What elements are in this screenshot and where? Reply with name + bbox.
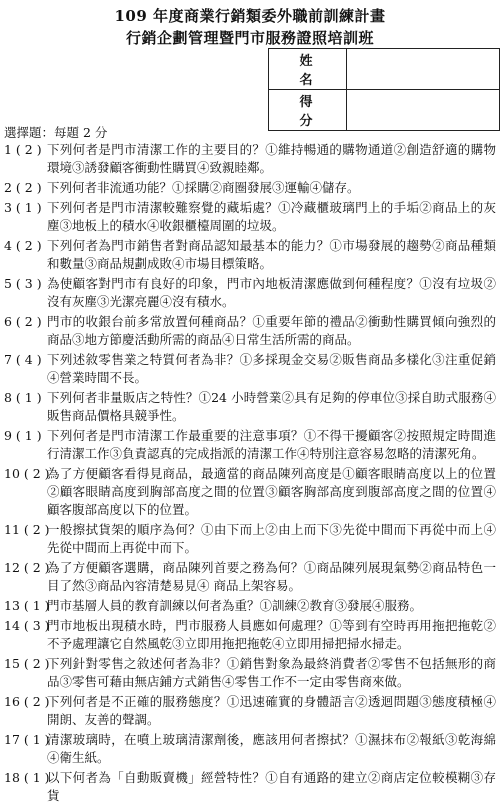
document-title: 109 年度商業行銷類委外職前訓練計畫 — [114, 7, 386, 25]
name-label: 姓 名 — [269, 49, 347, 90]
question-number: 17 — [4, 731, 20, 747]
question-item — [4, 275, 496, 311]
question-item — [4, 655, 496, 691]
question-text: 下列何者是不正確的服務態度？①迅速確實的身體語言②透迴問題③態度積極④開朗、友善的聲調。 — [47, 693, 496, 727]
score-field[interactable] — [347, 90, 500, 131]
document-subtitle: 行銷企劃管理暨門市服務證照培訓班 — [125, 29, 374, 47]
question-answer: 2 — [32, 522, 41, 537]
question-answer: 1 — [24, 427, 33, 443]
question-number: 13 — [4, 598, 20, 613]
question-item — [4, 141, 496, 177]
question-item — [4, 465, 496, 520]
question-item — [4, 313, 496, 349]
question-answer: 1 — [32, 769, 41, 785]
question-number: 7 — [4, 351, 12, 367]
section-heading: 選擇題：每題 2 分 — [4, 125, 108, 140]
question-text: 下列何者是門市清潔工作的主要目的？①維持暢通的購物通道②創造舒適的購物環境③誘發顧客衝動性購買④致親睦鄰。 — [47, 142, 496, 176]
question-answer: 2 — [32, 560, 41, 575]
question-item — [4, 559, 496, 595]
question-item — [4, 597, 496, 615]
question-item — [4, 179, 496, 197]
question-item — [4, 199, 496, 235]
question-number: 4 — [4, 237, 12, 253]
question-number: 6 — [4, 313, 12, 329]
question-number-answer: 11 ( 2 ) — [4, 522, 50, 537]
question-item — [4, 693, 496, 729]
question-number-answer: 6 ( 2 ) — [4, 313, 42, 329]
question-number-answer: 5 ( 3 ) — [4, 275, 42, 291]
question-answer: 1 — [32, 731, 41, 747]
question-answer: 2 — [24, 237, 33, 253]
question-number: 15 — [4, 655, 20, 671]
question-text: 下列述敘零售業之特質何者為非？①多採現金交易②販售商品多樣化③注重促銷④營業時間不長。 — [47, 351, 496, 385]
question-answer: 2 — [32, 465, 41, 481]
question-number-answer: 17 ( 1 ) — [4, 731, 50, 747]
question-number: 10 — [4, 465, 20, 481]
question-number-answer: 12 ( 2 ) — [4, 560, 50, 575]
question-text: 清潔玻璃時，在噴上玻璃清潔劑後，應該用何者擦拭？①濕抹布②報紙③乾海綿④衛生紙。 — [47, 731, 496, 765]
question-text: 為了方便顧客選購，商品陳列首要之務為何？①商品陳列展現氣勢②商品特色一目了然③商品內容清楚易見④ 商品上架容易。 — [47, 560, 496, 594]
question-number-answer: 4 ( 2 ) — [4, 237, 42, 253]
question-text: 以下何者為「自動販賣機」經營特性？①自有通路的建立②商店定位較模糊③存貨 — [47, 769, 496, 803]
question-number: 8 — [4, 389, 12, 405]
question-answer: 2 — [24, 313, 33, 329]
question-number-answer: 7 ( 4 ) — [4, 351, 42, 367]
question-number-answer: 8 ( 1 ) — [4, 389, 42, 405]
question-item — [4, 731, 496, 767]
question-number: 5 — [4, 275, 12, 291]
question-answer: 1 — [24, 199, 33, 215]
question-item — [4, 389, 496, 425]
question-number-answer: 18 ( 1 ) — [4, 769, 50, 785]
question-number-answer: 16 ( 2 ) — [4, 693, 50, 709]
question-text: 一般擦拭貨架的順序為何？①由下而上②由上而下③先從中間而下再從中而上④先從中間而上再從中而下。 — [47, 522, 496, 556]
question-number: 2 — [4, 180, 12, 195]
question-text: 下列何者非流通功能？①採購②商圈發展③運輸④儲存。 — [47, 180, 360, 195]
question-number-answer: 1 ( 2 ) — [4, 142, 42, 157]
question-number-answer: 14 ( 3 ) — [4, 617, 50, 633]
question-text: 下列針對零售之敘述何者為非？①銷售對象為最終消費者②零售不包括無形的商品③零售可藉由無店鋪方式銷售④零售工作不一定由零售商來做。 — [47, 655, 496, 689]
question-number: 18 — [4, 769, 20, 785]
question-number-answer: 3 ( 1 ) — [4, 199, 42, 215]
question-text: 下列何者是門市清潔較難察覺的藏垢處？①冷藏櫃玻璃門上的手垢②商品上的灰塵③地板上的積水④收銀櫃檯周圍的垃圾。 — [47, 199, 496, 233]
question-number: 1 — [4, 142, 12, 157]
question-answer: 2 — [24, 180, 33, 195]
question-text: 門市地板出現積水時，門市服務人員應如何處理？①等到有空時再用拖把拖乾②不予處理讓它自然風乾③立即用拖把拖乾④立即用掃把掃水掃走。 — [47, 617, 496, 651]
question-number-answer: 13 ( 1 ) — [4, 598, 50, 613]
question-answer: 1 — [32, 598, 41, 613]
question-item — [4, 769, 496, 805]
question-item — [4, 521, 496, 557]
question-text: 為使顧客對門市有良好的印象，門市內地板清潔應做到何種程度？①沒有垃圾②沒有灰塵③光潔亮麗④沒有積水。 — [47, 275, 496, 309]
question-text: 門市基層人員的教育訓練以何者為重？①訓練②教育③發展④服務。 — [47, 598, 423, 613]
question-item — [4, 617, 496, 653]
question-list — [4, 141, 496, 807]
name-field[interactable] — [347, 49, 500, 90]
question-answer: 2 — [24, 142, 33, 157]
question-number: 3 — [4, 199, 12, 215]
question-text: 為了方便顧客看得見商品，最適當的商品陳列高度是①顧客眼睛高度以上的位置②顧客眼睛高度到胸部高度之間的位置③顧客胸部高度到腹部高度之間的位置④顧客腹部高度以下的位置。 — [47, 465, 496, 518]
question-number: 16 — [4, 693, 20, 709]
question-number-answer: 15 ( 2 ) — [4, 655, 50, 671]
question-item — [4, 427, 496, 463]
question-number: 9 — [4, 427, 12, 443]
question-answer: 2 — [32, 693, 41, 709]
question-answer: 3 — [32, 617, 41, 633]
score-label: 得 分 — [269, 90, 347, 131]
question-number-answer: 10 ( 2 ) — [4, 465, 50, 481]
question-item — [4, 237, 496, 273]
question-text: 門市的收銀台前多常放置何種商品？①重要年節的禮品②衝動性購買傾向強烈的商品③地方節慶活動所需的商品④日常生活所需的商品。 — [47, 313, 496, 347]
score-box — [268, 48, 500, 131]
question-number: 12 — [4, 560, 20, 575]
question-number: 11 — [4, 522, 20, 537]
question-answer: 2 — [32, 655, 41, 671]
question-text: 下列何者為門市銷售者對商品認知最基本的能力？①市場發展的趨勢②商品種類和數量③商品規劃成敗④市場目標策略。 — [47, 237, 496, 271]
question-answer: 4 — [24, 351, 33, 367]
question-number: 14 — [4, 617, 20, 633]
question-text: 下列何者是門市清潔工作最重要的注意事項？①不得干擾顧客②按照規定時間進行清潔工作③負責認真的完成指派的清潔工作④特別注意容易忽略的清潔死角。 — [47, 427, 496, 461]
question-answer: 1 — [24, 389, 33, 405]
question-text: 下列何者非量販店之特性？①24 小時營業②具有足夠的停車位③採自助式服務④販售商品價格具競爭性。 — [47, 389, 496, 423]
question-number-answer: 9 ( 1 ) — [4, 427, 42, 443]
question-number-answer: 2 ( 2 ) — [4, 180, 42, 195]
question-answer: 3 — [24, 275, 33, 291]
question-item — [4, 351, 496, 387]
